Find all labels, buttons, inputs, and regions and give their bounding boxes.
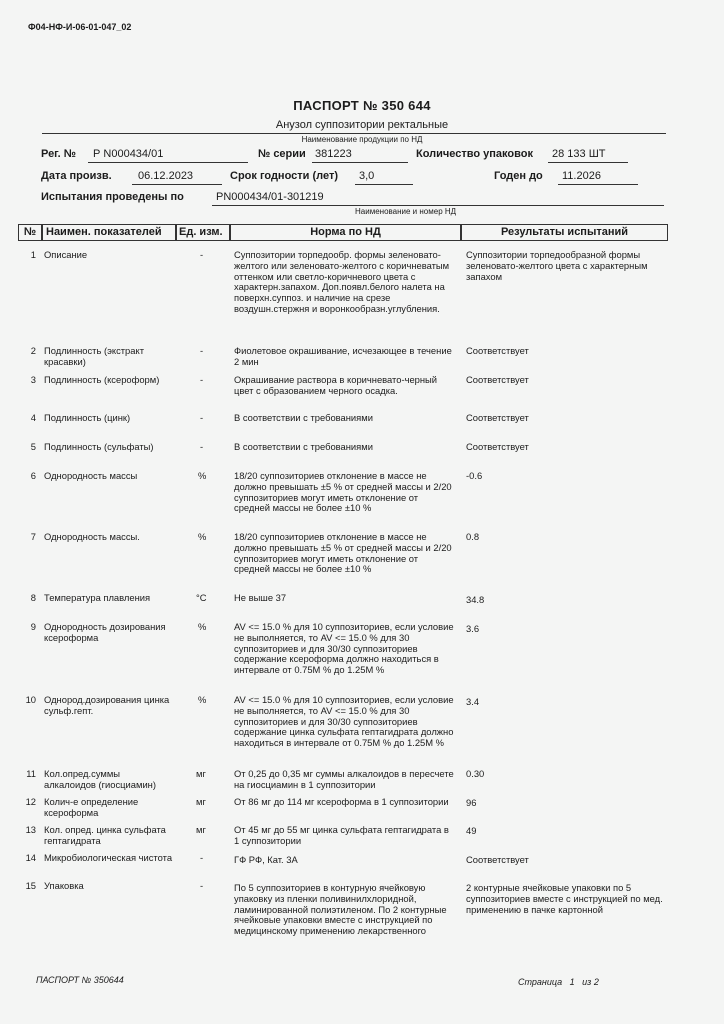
series-underline: [312, 162, 408, 163]
valid-underline: [558, 184, 638, 185]
product-caption: Наименование продукции по НД: [301, 135, 423, 144]
row-norm: ГФ РФ, Кат. 3А: [234, 854, 298, 865]
row-result: 49: [466, 825, 477, 836]
row-norm: 18/20 суппозиториев отклонение в массе не должно превышать ±5 % от средней массы и 2/20 суппозиториев могут иметь отклонение от средней массы не более ±10 %: [234, 470, 452, 514]
row-num: 9: [30, 621, 36, 632]
qty-value: 28 133 ШТ: [552, 148, 606, 160]
date-value: 06.12.2023: [138, 170, 194, 182]
row-unit: -: [200, 345, 204, 356]
row-result: Соответствует: [466, 345, 529, 356]
row-name: Упаковка: [44, 880, 84, 891]
row-num: 14: [25, 852, 36, 863]
footer-passport: ПАСПОРТ № 350644: [36, 975, 124, 985]
row-result: Соответствует: [466, 441, 529, 452]
header-result: Результаты испытаний: [461, 224, 668, 241]
row-result: Соответствует: [466, 374, 529, 385]
row-result: 2 контурные ячейковые упаковки по 5 суппозиториев вместе с инструкцией по мед. применению в пачке картонной: [466, 882, 663, 915]
row-norm: От 45 мг до 55 мг цинка сульфата гептагидрата в 1 суппозитории: [234, 824, 449, 846]
tests-underline: [212, 205, 664, 206]
row-result: 34.8: [466, 594, 485, 605]
tests-value: PN000434/01-301219: [216, 191, 324, 203]
row-norm: От 86 мг до 114 мг ксероформа в 1 суппозитории: [234, 796, 449, 807]
header-name: Наимен. показателей: [42, 224, 176, 241]
document-code: Ф04-НФ-И-06-01-047_02: [28, 22, 132, 32]
row-norm: В соответствии с требованиями: [234, 412, 373, 423]
row-unit: %: [198, 621, 207, 632]
row-result: Суппозитории торпедообразной формы зеленовато-желтого цвета с характерным запахом: [466, 249, 648, 282]
valid-value: 11.2026: [562, 170, 601, 182]
row-name: Температура плавления: [44, 592, 151, 603]
row-name: Микробиологическая чистота: [44, 852, 173, 863]
row-unit: мг: [196, 824, 206, 835]
header-num: №: [18, 224, 42, 241]
row-result: 3.6: [466, 623, 480, 634]
row-norm: Суппозитории торпедообр. формы зеленовато-желтого или зеленовато-желтого с коричневатым оттенком или светло-коричневого цвета с характерн.запахом. Доп.появл.белого налета на поверхн.суппоз. и наличие на срезе воздушн.стержня и воронкообразн.углубления.: [234, 249, 450, 314]
row-name: Однород.дозирования цинка сульф.гепт.: [44, 694, 170, 716]
row-result: 3.4: [466, 696, 480, 707]
qty-label: Количество упаковок: [416, 148, 533, 160]
row-num: 4: [30, 412, 36, 423]
row-name: Описание: [44, 249, 88, 260]
product-underline: [42, 133, 666, 134]
valid-label: Годен до: [494, 170, 543, 182]
row-name: Кол. опред. цинка сульфата гептагидрата: [44, 824, 166, 846]
row-norm: От 0,25 до 0,35 мг суммы алкалоидов в пересчете на гиосциамин в 1 суппозитории: [234, 768, 454, 790]
row-name: Однородность массы: [44, 470, 138, 481]
shelf-value: 3,0: [359, 170, 375, 182]
date-underline: [132, 184, 222, 185]
row-result: 0.30: [466, 768, 485, 779]
qty-underline: [548, 162, 628, 163]
row-num: 3: [30, 374, 36, 385]
product-name: Анузол суппозитории ректальные: [275, 119, 449, 131]
row-num: 2: [30, 345, 36, 356]
row-num: 5: [30, 441, 36, 452]
row-name: Подлинность (экстракт красавки): [44, 345, 144, 367]
row-unit: мг: [196, 768, 206, 779]
row-unit: -: [200, 374, 204, 385]
row-result: 96: [466, 797, 477, 808]
reg-label: Рег. №: [41, 148, 77, 160]
page-label: Страница: [518, 977, 563, 987]
row-unit: %: [198, 694, 207, 705]
row-num: 12: [25, 796, 36, 807]
series-label: № серии: [258, 148, 306, 160]
row-result: Соответствует: [466, 854, 529, 865]
row-num: 10: [25, 694, 36, 705]
shelf-underline: [355, 184, 413, 185]
row-norm: По 5 суппозиториев в контурную ячейковую упаковку из пленки поливинилхлоридной, ламинированной полиэтиленом. По 2 контурные ячейковые упаковки вместе с инструкцией по медицинскому применению лекарственного: [234, 882, 447, 937]
nd-caption: Наименование и номер НД: [355, 207, 457, 216]
row-norm: В соответствии с требованиями: [234, 441, 373, 452]
row-norm: 18/20 суппозиториев отклонение в массе не должно превышать ±5 % от средней массы и 2/20 суппозиториев могут иметь отклонение от средней массы не более ±10 %: [234, 531, 452, 575]
date-label: Дата произв.: [41, 170, 112, 182]
row-unit: °C: [196, 592, 207, 603]
row-norm: Окрашивание раствора в коричневато-черный цвет с образованием черного осадка.: [234, 374, 438, 396]
row-num: 8: [30, 592, 36, 603]
row-unit: %: [198, 531, 207, 542]
row-num: 1: [30, 249, 36, 260]
row-norm: AV <= 15.0 % для 10 суппозиториев, если условие не выполняется, то AV <= 15.0 % для 30 суппозиториев и для 30/30 суппозиториев содержание ксероформа должно находиться в интервале от 0.75М % до 1.25М %: [234, 621, 454, 676]
page-of: из: [582, 977, 592, 987]
row-num: 6: [30, 470, 36, 481]
row-num: 13: [25, 824, 36, 835]
reg-value: Р N000434/01: [93, 148, 164, 160]
row-name: Подлинность (сульфаты): [44, 441, 154, 452]
row-num: 7: [30, 531, 36, 542]
row-result: 0.8: [466, 531, 480, 542]
shelf-label: Срок годности (лет): [230, 170, 339, 182]
tests-label: Испытания проведены по: [41, 191, 184, 203]
row-unit: -: [200, 249, 204, 260]
page-total: 2: [593, 977, 599, 987]
row-result: -0.6: [466, 470, 483, 481]
row-unit: -: [200, 880, 204, 891]
row-num: 11: [26, 768, 36, 779]
row-unit: -: [200, 441, 204, 452]
page-number: 1: [569, 977, 575, 987]
row-norm: Фиолетовое окрашивание, исчезающее в течение 2 мин: [234, 345, 452, 367]
footer-page: [518, 977, 599, 987]
row-unit: мг: [196, 796, 206, 807]
series-value: 381223: [315, 148, 352, 160]
row-name: Кол.опред.суммы алкалоидов (гиосциамин): [44, 768, 156, 790]
row-name: Подлинность (ксероформ): [44, 374, 160, 385]
header-norm: Норма по НД: [230, 224, 461, 241]
row-name: Колич-е определение ксероформа: [44, 796, 139, 818]
page-title: ПАСПОРТ № 350 644: [293, 98, 431, 113]
row-name: Однородность массы.: [44, 531, 140, 542]
reg-underline: [88, 162, 248, 163]
row-unit: %: [198, 470, 207, 481]
header-unit: Ед. изм.: [176, 224, 230, 241]
row-unit: -: [200, 852, 204, 863]
row-name: Подлинность (цинк): [44, 412, 131, 423]
row-num: 15: [25, 880, 36, 891]
row-norm: AV <= 15.0 % для 10 суппозиториев, если условие не выполняется, то AV <= 15.0 % для 30 суппозиториев и для 30/30 суппозиториев содержание цинка сульфата гептагидрата должно находиться в интервале от 0.75М % до 1.25М %: [234, 694, 454, 749]
row-name: Однородность дозирования ксероформа: [44, 621, 166, 643]
row-result: Соответствует: [466, 412, 529, 423]
row-unit: -: [200, 412, 204, 423]
row-norm: Не выше 37: [234, 592, 287, 603]
